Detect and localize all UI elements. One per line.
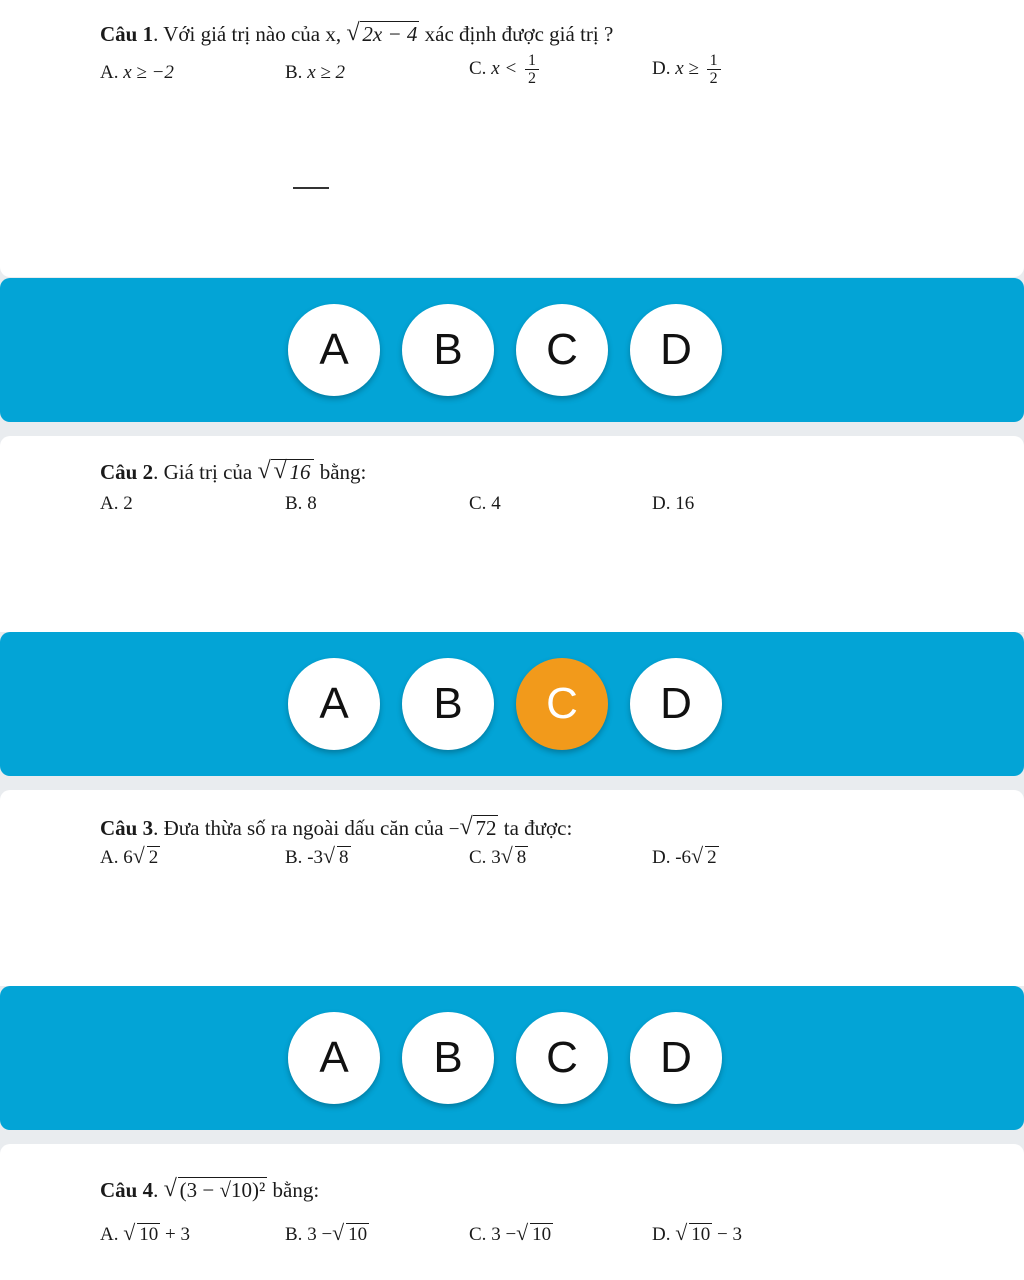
option-text: 8 xyxy=(307,493,317,514)
option-radicand: 2 xyxy=(707,847,717,868)
answer-button-b[interactable]: B xyxy=(402,304,494,396)
question-3-text: Câu 3. Đưa thừa số ra ngoài dấu căn của −√ 72 ta được: xyxy=(100,816,572,841)
sqrt-expression xyxy=(677,1224,712,1246)
fraction-numerator: 1 xyxy=(707,52,721,70)
option-radicand: 2 xyxy=(148,847,159,868)
option-text: x ≥ 2 xyxy=(307,62,346,83)
question-2-text xyxy=(100,460,366,485)
answer-button-a[interactable]: A xyxy=(288,1012,380,1104)
option-coefficient: -6 xyxy=(675,847,692,868)
option-key: B. xyxy=(285,847,303,868)
question-4-text xyxy=(100,1178,319,1203)
nested-sqrt-expression xyxy=(259,460,314,485)
option-radicand: 8 xyxy=(516,847,527,868)
question-card-1 xyxy=(0,0,1024,277)
option-key: D. xyxy=(652,57,671,79)
option-coefficient: 3 xyxy=(491,847,501,868)
answer-button-d[interactable]: D xyxy=(630,658,722,750)
question-2-label: Câu 2 xyxy=(100,460,154,484)
option-text: 16 xyxy=(675,493,695,514)
question-1-text xyxy=(100,22,613,47)
option-radicand: 10 xyxy=(691,1224,711,1245)
sqrt-expression xyxy=(461,816,498,841)
sqrt-expression xyxy=(503,847,529,869)
answer-button-a[interactable]: A xyxy=(288,658,380,750)
question-1-radicand: 2x − 4 xyxy=(362,22,418,46)
option-a xyxy=(100,847,160,869)
option-key: B. xyxy=(285,493,303,514)
option-key: A. xyxy=(100,62,119,83)
option-d xyxy=(652,493,694,515)
option-radicand: 10 xyxy=(348,1224,368,1245)
option-radicand: 10 xyxy=(139,1224,159,1245)
answer-button-c-selected[interactable]: C xyxy=(516,658,608,750)
sqrt-expression xyxy=(125,1224,160,1246)
option-b xyxy=(285,1224,369,1246)
option-radicand: 10 xyxy=(532,1224,552,1245)
sqrt-expression xyxy=(166,1178,268,1203)
question-1-suffix: xác định được giá trị ? xyxy=(419,22,614,46)
option-a xyxy=(100,493,133,515)
question-4-label: Câu 4 xyxy=(100,1178,154,1202)
option-key: B. xyxy=(285,62,303,83)
option-coefficient: -3 xyxy=(307,847,324,868)
option-a xyxy=(100,62,174,84)
question-2-radicand: 16 xyxy=(289,460,311,484)
sqrt-expression xyxy=(135,847,161,869)
option-c xyxy=(469,1224,553,1246)
sqrt-expression xyxy=(693,847,719,869)
option-key: A. xyxy=(100,847,119,868)
question-card-2 xyxy=(0,436,1024,632)
option-c xyxy=(469,847,528,869)
option-d xyxy=(652,847,719,869)
answer-button-c[interactable]: C xyxy=(516,1012,608,1104)
question-4-radicand: (3 − √10)² xyxy=(179,1178,266,1202)
fraction-denominator: 2 xyxy=(709,70,718,87)
answer-button-b[interactable]: B xyxy=(402,658,494,750)
answer-button-c[interactable]: C xyxy=(516,304,608,396)
option-text: x < xyxy=(491,57,518,79)
answer-button-d[interactable]: D xyxy=(630,1012,722,1104)
option-b xyxy=(285,62,345,84)
question-2-suffix: bằng: xyxy=(314,460,367,484)
option-coefficient: 6 xyxy=(123,847,133,868)
option-prefix: 3 − xyxy=(307,1224,333,1245)
answer-button-a[interactable]: A xyxy=(288,304,380,396)
option-prefix: 3 − xyxy=(491,1224,517,1245)
question-4-prefix: . xyxy=(153,1178,164,1202)
option-text: x ≥ xyxy=(675,57,699,79)
question-3-radicand: 72 xyxy=(475,816,497,840)
option-c xyxy=(469,493,501,515)
option-text: + 3 xyxy=(164,1224,190,1245)
option-text: x ≥ −2 xyxy=(123,62,174,83)
fraction xyxy=(707,52,721,87)
sqrt-expression xyxy=(334,1224,369,1246)
option-key: C. xyxy=(469,493,487,514)
question-1-label: Câu 1 xyxy=(100,22,154,46)
answer-bar-3 xyxy=(0,986,1024,1130)
option-b xyxy=(285,493,317,515)
option-d xyxy=(652,1224,742,1246)
sqrt-expression xyxy=(325,847,351,869)
question-3-suffix: ta được: xyxy=(498,816,573,840)
option-c xyxy=(469,52,539,87)
answer-bar-1 xyxy=(0,278,1024,422)
answer-button-b[interactable]: B xyxy=(402,1012,494,1104)
fraction-denominator: 2 xyxy=(527,70,536,87)
option-text: 4 xyxy=(491,493,501,514)
answer-bar-2 xyxy=(0,632,1024,776)
option-d xyxy=(652,52,721,87)
sqrt-expression xyxy=(348,22,419,47)
option-text: − 3 xyxy=(716,1224,742,1245)
option-b xyxy=(285,847,351,869)
option-a xyxy=(100,1224,190,1246)
option-key: A. xyxy=(100,493,119,514)
option-key: C. xyxy=(469,1224,487,1245)
fraction-numerator: 1 xyxy=(525,52,539,70)
option-key: D. xyxy=(652,493,671,514)
question-card-3 xyxy=(0,790,1024,986)
option-text: 2 xyxy=(123,493,133,514)
question-3-prefix: . Đưa thừa số ra ngoài dấu căn của xyxy=(153,816,449,840)
option-key: D. xyxy=(652,1224,671,1245)
option-radicand: 8 xyxy=(339,847,349,868)
divider-dash xyxy=(293,187,329,189)
question-4-suffix: bằng: xyxy=(267,1178,320,1202)
fraction xyxy=(525,52,539,87)
option-key: C. xyxy=(469,57,487,79)
question-3-label: Câu 3 xyxy=(100,816,154,840)
sqrt-expression xyxy=(518,1224,553,1246)
option-key: C. xyxy=(469,847,487,868)
option-key: A. xyxy=(100,1224,119,1245)
question-card-4 xyxy=(0,1144,1024,1280)
answer-button-d[interactable]: D xyxy=(630,304,722,396)
question-1-prefix: . Với giá trị nào của x, xyxy=(153,22,347,46)
option-key: B. xyxy=(285,1224,303,1245)
question-2-prefix: . Giá trị của xyxy=(153,460,258,484)
option-key: D. xyxy=(652,847,671,868)
